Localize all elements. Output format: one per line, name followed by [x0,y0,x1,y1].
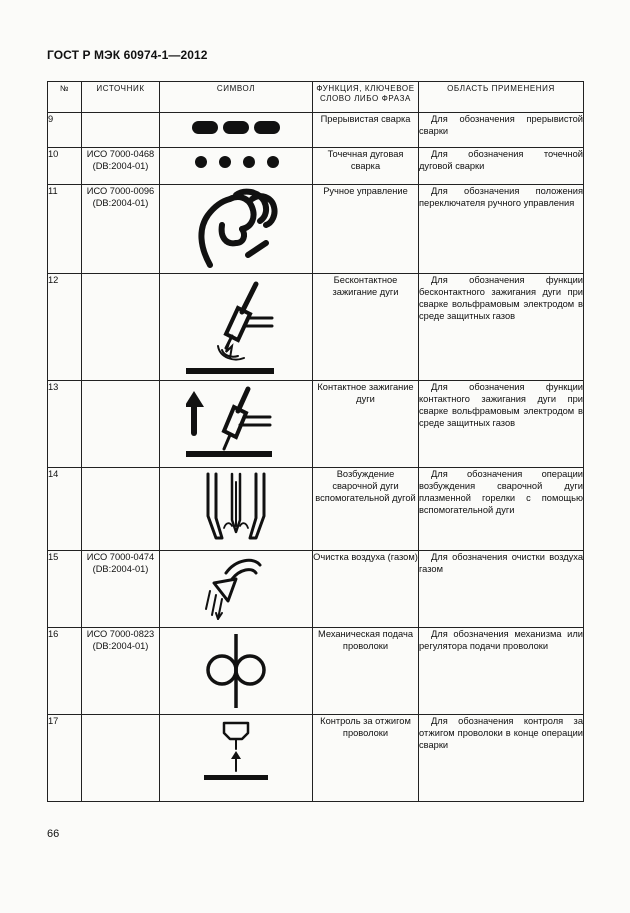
row-source [82,381,160,468]
table-row [48,185,584,274]
row-function: Очистка воздуха (газом) [313,551,419,628]
page-number: 66 [47,828,60,840]
row-function: Ручное управление [313,185,419,274]
table-row [48,148,584,185]
row-source [82,468,160,551]
air-gas-purge-icon [196,551,276,625]
row-function: Точечная дуговая сварка [313,148,419,185]
column-header-area: ОБЛАСТЬ ПРИМЕНЕНИЯ [419,82,584,113]
row-function: Контроль за отжигом проволоки [313,715,419,802]
row-area: Для обозначения контроля за отжигом проволоки в конце операции сварки [419,715,584,802]
row-number: 13 [48,381,82,468]
row-source: ИСО 7000-0823 (DB:2004-01) [82,628,160,715]
row-source [82,274,160,381]
row-number: 9 [48,113,82,148]
row-number: 10 [48,148,82,185]
row-number: 15 [48,551,82,628]
row-area: Для обозначения очистки воздуха газом [419,551,584,628]
table-row [48,551,584,628]
contact-arc-ignition-icon [186,381,286,465]
row-source: ИСО 7000-0096 (DB:2004-01) [82,185,160,274]
intermittent-welding-icon [186,113,286,143]
row-area: Для обозначения механизма или регулятора подачи проволоки [419,628,584,715]
row-function: Бесконтактное зажигание дуги [313,274,419,381]
column-header-symbol: СИМВОЛ [160,82,313,113]
manual-control-hand-icon [186,185,286,271]
row-area: Для обозначения положения переключателя ручного управления [419,185,584,274]
document-header: ГОСТ Р МЭК 60974-1—2012 [47,48,208,62]
row-number: 16 [48,628,82,715]
row-function: Возбуждение сварочной дуги вспомогательной дугой [313,468,419,551]
symbols-table [47,81,584,802]
row-number: 12 [48,274,82,381]
row-area: Для обозначения функции контактного зажигания дуги при сварке вольфрамовым электродом в среде защитных газов [419,381,584,468]
row-area: Для обозначения прерывистой сварки [419,113,584,148]
row-source: ИСО 7000-0474 (DB:2004-01) [82,551,160,628]
spot-arc-welding-icon [186,148,286,182]
row-function: Прерывистая сварка [313,113,419,148]
pilot-arc-excitation-icon [196,468,276,546]
table-row [48,628,584,715]
row-area: Для обозначения точечной дуговой сварки [419,148,584,185]
wire-burnback-control-icon [196,715,276,799]
row-area: Для обозначения функции бесконтактного зажигания дуги при сварке вольфрамовым электродом в среде защитных газов [419,274,584,381]
wire-feed-rollers-icon [196,628,276,712]
table-header-row [48,82,584,113]
row-area: Для обозначения операции возбуждения сварочной дуги плазменной горелки с помощью вспомогательной дуги [419,468,584,551]
row-function: Механическая подача проволоки [313,628,419,715]
table-row [48,468,584,551]
row-number: 11 [48,185,82,274]
table-row [48,274,584,381]
row-number: 17 [48,715,82,802]
column-header-number: № [48,82,82,113]
row-number: 14 [48,468,82,551]
row-source [82,113,160,148]
column-header-source: ИСТОЧНИК [82,82,160,113]
row-source: ИСО 7000-0468 (DB:2004-01) [82,148,160,185]
table-row [48,381,584,468]
table-row [48,715,584,802]
contactless-arc-ignition-icon [186,274,286,378]
table-row [48,113,584,148]
column-header-function: ФУНКЦИЯ, КЛЮЧЕВОЕ СЛОВО ЛИБО ФРАЗА [313,82,419,113]
row-source [82,715,160,802]
row-function: Контактное зажигание дуги [313,381,419,468]
